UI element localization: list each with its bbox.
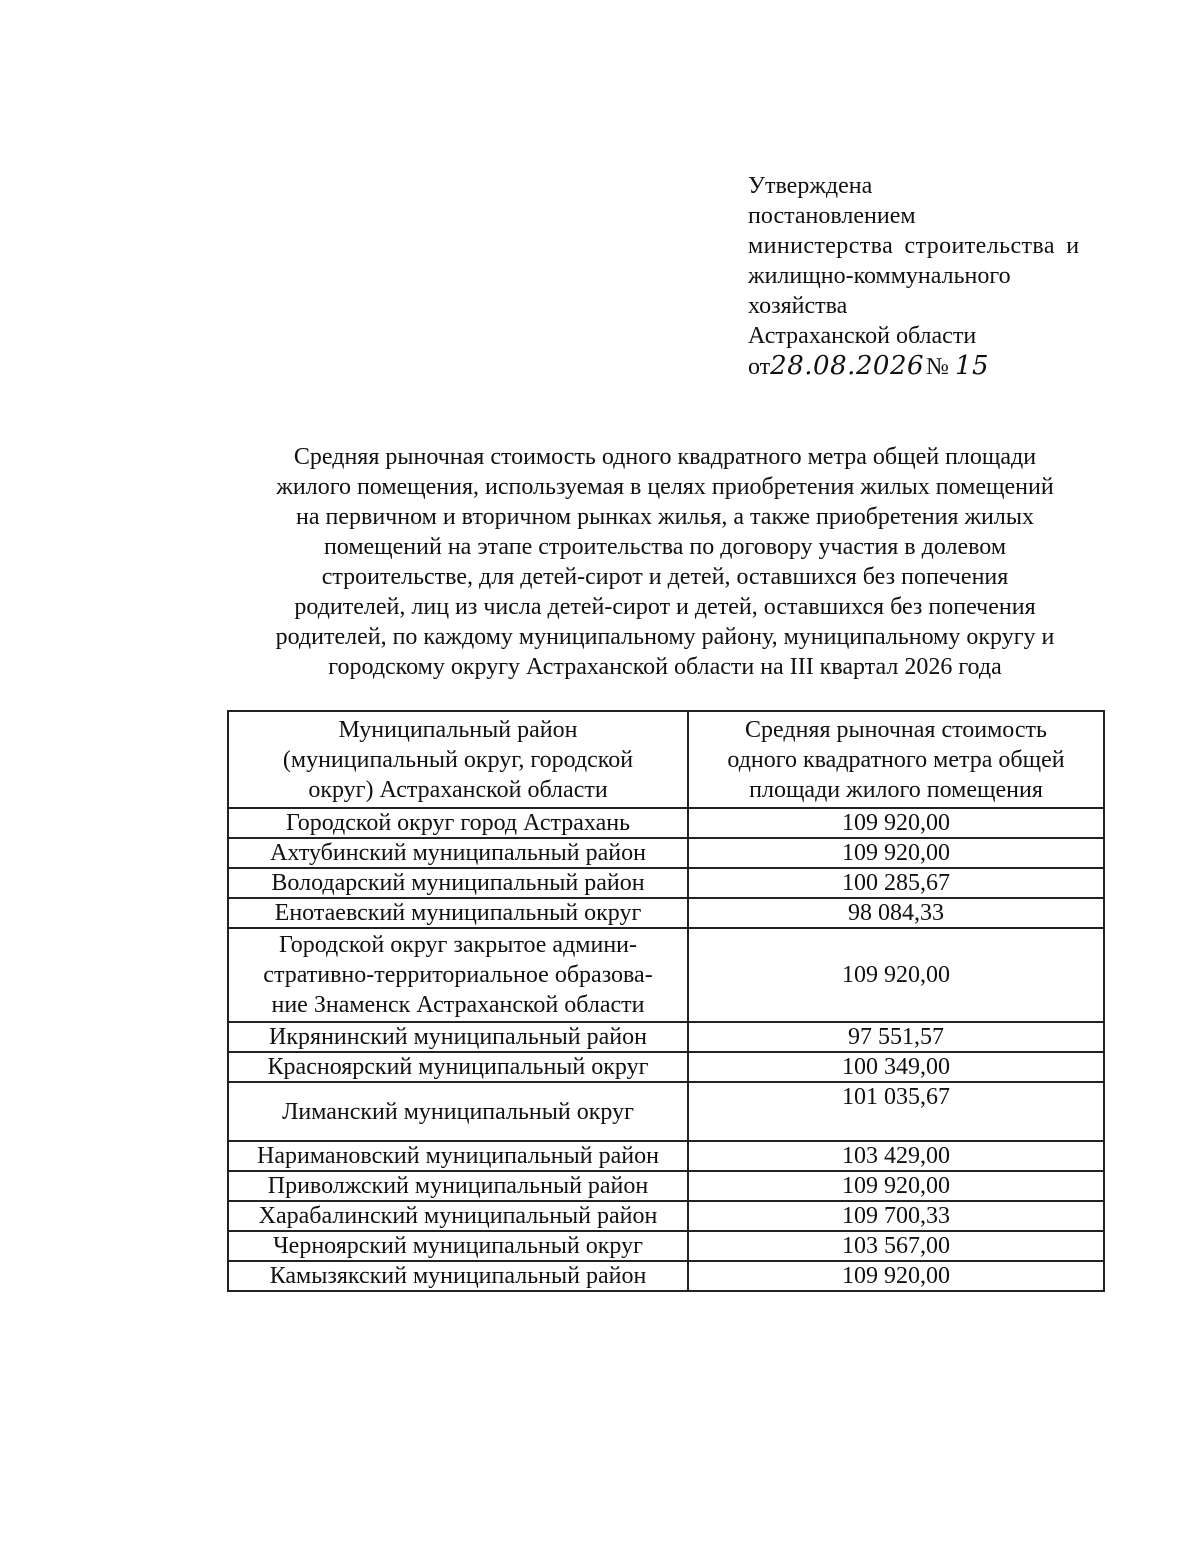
price-value: 109 920,00 bbox=[688, 808, 1104, 838]
price-table bbox=[227, 710, 1105, 1292]
price-value: 100 285,67 bbox=[688, 868, 1104, 898]
table-row bbox=[228, 1171, 1104, 1201]
price-value: 98 084,33 bbox=[688, 898, 1104, 928]
municipality-name: Городской округ закрытое админи- стративно-территориальное образова- ние Знаменск Астраханской области bbox=[228, 928, 688, 1022]
title-line: помещений на этапе строительства по договору участия в долевом bbox=[323, 534, 1007, 560]
municipality-name: Харабалинский муниципальный район bbox=[228, 1201, 688, 1231]
price-value: 109 920,00 bbox=[688, 928, 1104, 1022]
table-row bbox=[228, 1261, 1104, 1291]
date-prefix: от bbox=[748, 354, 771, 380]
table-row bbox=[228, 1052, 1104, 1082]
approval-line: жилищно-коммунального bbox=[748, 263, 1011, 289]
table-row bbox=[228, 1231, 1104, 1261]
price-value: 103 567,00 bbox=[688, 1231, 1104, 1261]
table-row bbox=[228, 1141, 1104, 1171]
table-row bbox=[228, 868, 1104, 898]
title-line: на первичном и вторичном рынках жилья, а также приобретения жилых bbox=[296, 504, 1034, 530]
municipality-name: Лиманский муниципальный округ bbox=[228, 1082, 688, 1141]
municipality-name: Наримановский муниципальный район bbox=[228, 1141, 688, 1171]
approval-line: Утверждена bbox=[748, 173, 873, 199]
price-value: 100 349,00 bbox=[688, 1052, 1104, 1082]
municipality-name: Черноярский муниципальный округ bbox=[228, 1231, 688, 1261]
approval-date-line bbox=[748, 351, 1148, 382]
title-line: строительстве, для детей-сирот и детей, оставшихся без попечения bbox=[321, 564, 1009, 590]
municipality-name: Икрянинский муниципальный район bbox=[228, 1022, 688, 1052]
table-row bbox=[228, 1022, 1104, 1052]
header-price: Средняя рыночная стоимость одного квадратного метра общей площади жилого помещения bbox=[688, 711, 1104, 808]
document-title bbox=[225, 442, 1105, 682]
table-row bbox=[228, 1082, 1104, 1141]
price-value: 109 920,00 bbox=[688, 1261, 1104, 1291]
municipality-name: Приволжский муниципальный район bbox=[228, 1171, 688, 1201]
title-line: родителей, лиц из числа детей-сирот и детей, оставшихся без попечения bbox=[294, 594, 1036, 620]
header-municipality: Муниципальный район (муниципальный округ, городской округ) Астраханской области bbox=[228, 711, 688, 808]
municipality-name: Ахтубинский муниципальный район bbox=[228, 838, 688, 868]
title-line: жилого помещения, используемая в целях приобретения жилых помещений bbox=[276, 474, 1054, 500]
title-line: городскому округу Астраханской области на III квартал 2026 года bbox=[328, 654, 1002, 680]
price-value: 109 920,00 bbox=[688, 838, 1104, 868]
table-row bbox=[228, 928, 1104, 1022]
municipality-name: Камызякский муниципальный район bbox=[228, 1261, 688, 1291]
table-row bbox=[228, 838, 1104, 868]
municipality-name: Володарский муниципальный район bbox=[228, 868, 688, 898]
table-row bbox=[228, 898, 1104, 928]
approval-line: хозяйства bbox=[748, 293, 848, 319]
municipality-name: Енотаевский муниципальный округ bbox=[228, 898, 688, 928]
approval-line: министерства строительства и bbox=[748, 233, 1080, 259]
price-value: 97 551,57 bbox=[688, 1022, 1104, 1052]
price-value: 109 700,33 bbox=[688, 1201, 1104, 1231]
municipality-name: Красноярский муниципальный округ bbox=[228, 1052, 688, 1082]
price-value: 103 429,00 bbox=[688, 1141, 1104, 1171]
table-row bbox=[228, 1201, 1104, 1231]
number-sign: № bbox=[926, 354, 949, 380]
handwritten-number: 15 bbox=[954, 351, 990, 381]
handwritten-date: 28.08.2026 bbox=[770, 351, 925, 381]
table-header-row bbox=[228, 711, 1104, 808]
title-line: Средняя рыночная стоимость одного квадратного метра общей площади bbox=[293, 444, 1037, 470]
title-line: родителей, по каждому муниципальному району, муниципальному округу и bbox=[275, 624, 1055, 650]
price-value: 109 920,00 bbox=[688, 1171, 1104, 1201]
table-row bbox=[228, 808, 1104, 838]
approval-block bbox=[748, 171, 1148, 382]
approval-line: постановлением bbox=[748, 203, 916, 229]
municipality-name: Городской округ город Астрахань bbox=[228, 808, 688, 838]
price-value: 101 035,67 bbox=[688, 1082, 1104, 1141]
approval-line: Астраханской области bbox=[748, 323, 977, 349]
